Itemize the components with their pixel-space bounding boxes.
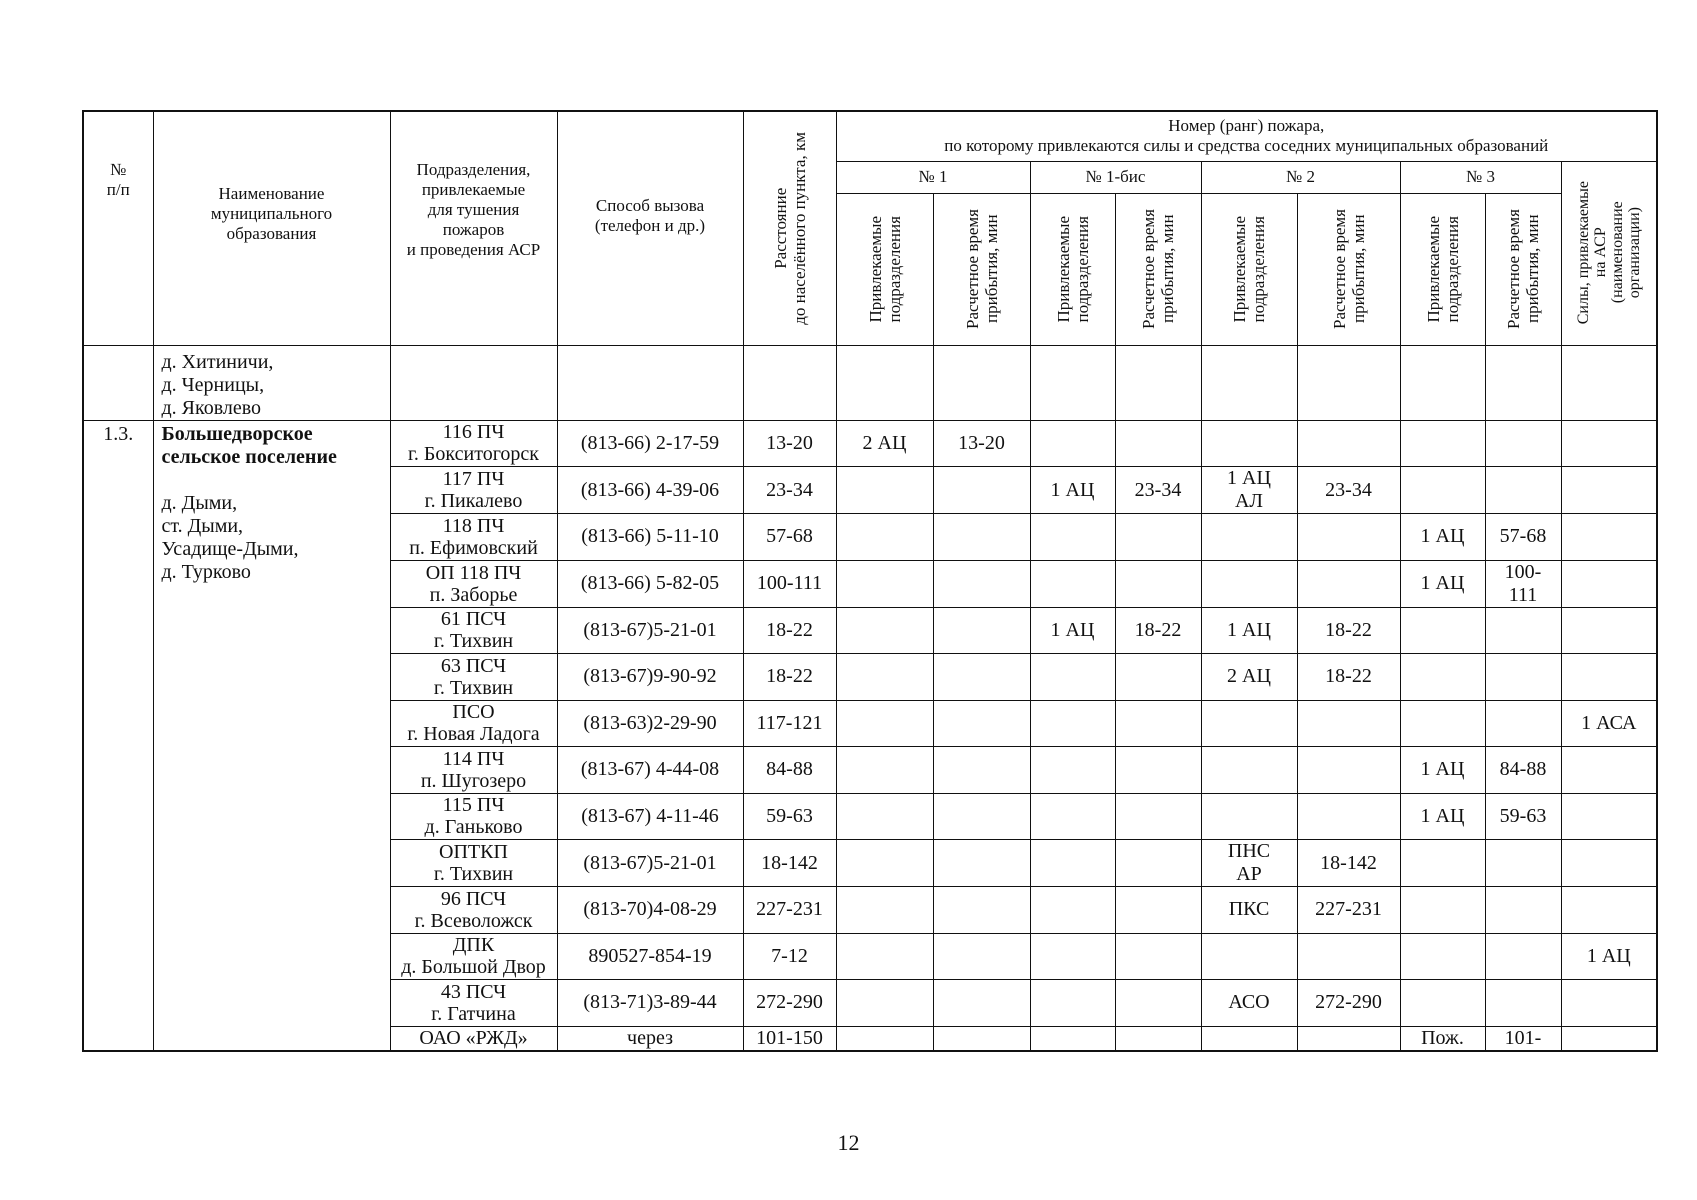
rank2-time-cell: 18-22 — [1297, 607, 1400, 654]
rank1bis-units-cell — [1030, 887, 1115, 934]
carry-over-empty — [1297, 345, 1400, 420]
rank3-time-cell — [1485, 700, 1561, 747]
phone-cell: (813-71)3-89-44 — [557, 980, 743, 1027]
rank2-time-cell — [1297, 933, 1400, 980]
rank3-units-cell: 1 АЦ — [1400, 514, 1485, 561]
table-row — [83, 420, 1657, 467]
rank2-time-cell — [1297, 514, 1400, 561]
rank2-time-cell: 23-34 — [1297, 467, 1400, 514]
rank2-units-cell — [1201, 1026, 1297, 1051]
rank2-units-cell — [1201, 933, 1297, 980]
rank2-time-cell: 227-231 — [1297, 887, 1400, 934]
rank2-time-cell — [1297, 700, 1400, 747]
distance-cell: 57-68 — [743, 514, 836, 561]
rank2-units-cell: 1 АЦ — [1201, 607, 1297, 654]
rank3-time-cell — [1485, 933, 1561, 980]
rank1-time-cell — [933, 560, 1030, 607]
rank1bis-time-cell — [1115, 747, 1201, 794]
rank1bis-units-cell — [1030, 840, 1115, 887]
phone-cell: 890527-854-19 — [557, 933, 743, 980]
rank1bis-units-cell — [1030, 1026, 1115, 1051]
rank1-time-cell — [933, 747, 1030, 794]
rank3-time-cell — [1485, 607, 1561, 654]
rank3-units-cell — [1400, 607, 1485, 654]
asr-forces-cell — [1561, 793, 1657, 840]
header-r1-units — [836, 193, 933, 345]
rank2-time-cell: 18-22 — [1297, 654, 1400, 701]
asr-forces-cell: 1 АСА — [1561, 700, 1657, 747]
asr-forces-cell — [1561, 840, 1657, 887]
rank1bis-time-cell: 18-22 — [1115, 607, 1201, 654]
unit-cell: 63 ПСЧ г. Тихвин — [390, 654, 557, 701]
header-r2-time — [1297, 193, 1400, 345]
rank2-units-cell — [1201, 700, 1297, 747]
rank1bis-units-cell: 1 АЦ — [1030, 467, 1115, 514]
rank2-units-cell: 2 АЦ — [1201, 654, 1297, 701]
unit-cell: 43 ПСЧ г. Гатчина — [390, 980, 557, 1027]
rank3-units-cell — [1400, 654, 1485, 701]
rank3-time-cell — [1485, 840, 1561, 887]
rank1-units-cell — [836, 747, 933, 794]
phone-cell: (813-66) 2-17-59 — [557, 420, 743, 467]
rank2-units-cell: ПНС АР — [1201, 840, 1297, 887]
carry-over-row — [83, 345, 1657, 420]
phone-cell: (813-66) 4-39-06 — [557, 467, 743, 514]
unit-cell: ОАО «РЖД» — [390, 1026, 557, 1051]
header-distance-cell — [743, 111, 836, 345]
rank3-units-cell — [1400, 933, 1485, 980]
rank1-time-cell — [933, 654, 1030, 701]
rank1-units-cell — [836, 933, 933, 980]
header-municipality: Наименование муниципального образования — [153, 111, 390, 345]
rank3-time-cell — [1485, 980, 1561, 1027]
rank2-units-cell — [1201, 514, 1297, 561]
phone-cell: (813-66) 5-82-05 — [557, 560, 743, 607]
rank1-units-cell — [836, 514, 933, 561]
distance-cell: 272-290 — [743, 980, 836, 1027]
rank1-units-cell — [836, 887, 933, 934]
rank1-time-cell — [933, 467, 1030, 514]
header-r2-units — [1201, 193, 1297, 345]
header-r1-time-text: Расчетное время прибытия, мин — [962, 209, 1001, 329]
header-rank-1bis: № 1-бис — [1030, 161, 1201, 193]
header-r1bis-time-text: Расчетное время прибытия, мин — [1139, 209, 1177, 329]
asr-forces-cell — [1561, 560, 1657, 607]
rank1bis-units-cell — [1030, 747, 1115, 794]
rank3-units-cell: 1 АЦ — [1400, 560, 1485, 607]
distance-cell: 101-150 — [743, 1026, 836, 1051]
rank1bis-time-cell — [1115, 933, 1201, 980]
header-rank-1: № 1 — [836, 161, 1030, 193]
carry-over-empty — [1115, 345, 1201, 420]
rank3-time-cell: 84-88 — [1485, 747, 1561, 794]
rank1-time-cell — [933, 607, 1030, 654]
unit-cell: ОП 118 ПЧ п. Заборье — [390, 560, 557, 607]
rank2-units-cell — [1201, 793, 1297, 840]
distance-cell: 59-63 — [743, 793, 836, 840]
rank1bis-units-cell — [1030, 514, 1115, 561]
distance-cell: 117-121 — [743, 700, 836, 747]
rank1bis-units-cell — [1030, 700, 1115, 747]
rank1-time-cell — [933, 793, 1030, 840]
rank1-units-cell — [836, 980, 933, 1027]
header-r1bis-units-text: Привлекаемые подразделения — [1053, 215, 1092, 323]
header-fire-rank: Номер (ранг) пожара, по которому привлекаются силы и средства соседних муниципальных образований — [836, 111, 1657, 161]
phone-cell: (813-66) 5-11-10 — [557, 514, 743, 561]
header-units: Подразделения, привлекаемые для тушения пожаров и проведения АСР — [390, 111, 557, 345]
rank1-time-cell — [933, 887, 1030, 934]
rank3-time-cell — [1485, 420, 1561, 467]
carry-over-empty — [743, 345, 836, 420]
rank3-units-cell — [1400, 420, 1485, 467]
rank2-time-cell — [1297, 793, 1400, 840]
rank3-time-cell: 100- 111 — [1485, 560, 1561, 607]
rank1bis-time-cell — [1115, 700, 1201, 747]
rank1bis-time-cell — [1115, 514, 1201, 561]
asr-forces-cell — [1561, 654, 1657, 701]
header-call-method: Способ вызова (телефон и др.) — [557, 111, 743, 345]
rank1bis-time-cell — [1115, 980, 1201, 1027]
unit-cell: 116 ПЧ г. Бокситогорск — [390, 420, 557, 467]
phone-cell: (813-67)5-21-01 — [557, 607, 743, 654]
header-r3-units — [1400, 193, 1485, 345]
unit-cell: 118 ПЧ п. Ефимовский — [390, 514, 557, 561]
rank3-time-cell: 59-63 — [1485, 793, 1561, 840]
carry-over-num — [83, 345, 153, 420]
rank1bis-units-cell — [1030, 980, 1115, 1027]
section-villages: д. Дыми, ст. Дыми, Усадище-Дыми, д. Турково — [161, 491, 299, 583]
header-rank-2: № 2 — [1201, 161, 1400, 193]
carry-over-empty — [836, 345, 933, 420]
header-r1bis-time — [1115, 193, 1201, 345]
rank3-units-cell — [1400, 467, 1485, 514]
rank3-time-cell — [1485, 887, 1561, 934]
unit-cell: 61 ПСЧ г. Тихвин — [390, 607, 557, 654]
distance-cell: 100-111 — [743, 560, 836, 607]
phone-cell: через — [557, 1026, 743, 1051]
rank3-units-cell: 1 АЦ — [1400, 747, 1485, 794]
header-r2-time-text: Расчетное время прибытия, мин — [1329, 209, 1368, 329]
rank1-units-cell — [836, 793, 933, 840]
rank1-units-cell — [836, 560, 933, 607]
distance-cell: 18-22 — [743, 607, 836, 654]
header-r3-units-text: Привлекаемые подразделения — [1423, 215, 1462, 323]
distance-cell: 227-231 — [743, 887, 836, 934]
rank3-time-cell — [1485, 467, 1561, 514]
header-r1bis-units — [1030, 193, 1115, 345]
rank1-time-cell — [933, 840, 1030, 887]
unit-cell: 114 ПЧ п. Шугозеро — [390, 747, 557, 794]
rank2-units-cell: ПКС — [1201, 887, 1297, 934]
rank1bis-units-cell — [1030, 420, 1115, 467]
unit-cell: ОПТКП г. Тихвин — [390, 840, 557, 887]
rank2-time-cell — [1297, 420, 1400, 467]
rank1bis-time-cell — [1115, 560, 1201, 607]
carry-over-empty — [1485, 345, 1561, 420]
rank1-units-cell: 2 АЦ — [836, 420, 933, 467]
rank3-units-cell: Пож. — [1400, 1026, 1485, 1051]
asr-forces-cell — [1561, 1026, 1657, 1051]
header-asr-forces: Силы, привлекаемые на АСР (наименование организации) — [1574, 181, 1643, 325]
section-municipality — [153, 420, 390, 1051]
rank3-units-cell — [1400, 840, 1485, 887]
rank3-units-cell — [1400, 700, 1485, 747]
rank1-units-cell — [836, 607, 933, 654]
header-r1-units-text: Привлекаемые подразделения — [865, 215, 904, 323]
rank1bis-units-cell — [1030, 793, 1115, 840]
unit-cell: ПСО г. Новая Ладога — [390, 700, 557, 747]
rank2-time-cell: 272-290 — [1297, 980, 1400, 1027]
rank1bis-units-cell: 1 АЦ — [1030, 607, 1115, 654]
rank2-units-cell — [1201, 560, 1297, 607]
asr-forces-cell — [1561, 467, 1657, 514]
asr-forces-cell — [1561, 514, 1657, 561]
rank1-time-cell — [933, 514, 1030, 561]
rank1bis-time-cell — [1115, 1026, 1201, 1051]
rank1bis-units-cell — [1030, 654, 1115, 701]
asr-forces-cell — [1561, 420, 1657, 467]
rank2-units-cell: 1 АЦ АЛ — [1201, 467, 1297, 514]
rank3-time-cell: 101- — [1485, 1026, 1561, 1051]
rank1-units-cell — [836, 654, 933, 701]
header-r1-time — [933, 193, 1030, 345]
unit-cell: 96 ПСЧ г. Всеволожск — [390, 887, 557, 934]
rank2-units-cell — [1201, 420, 1297, 467]
header-asr-forces-cell — [1561, 161, 1657, 345]
header-r2-units-text: Привлекаемые подразделения — [1230, 215, 1268, 323]
rank3-units-cell: 1 АЦ — [1400, 793, 1485, 840]
rank2-units-cell: АСО — [1201, 980, 1297, 1027]
distance-cell: 18-22 — [743, 654, 836, 701]
phone-cell: (813-70)4-08-29 — [557, 887, 743, 934]
carry-over-empty — [1201, 345, 1297, 420]
phone-cell: (813-67)9-90-92 — [557, 654, 743, 701]
header-r3-time — [1485, 193, 1561, 345]
unit-cell: 115 ПЧ д. Ганьково — [390, 793, 557, 840]
rank2-units-cell — [1201, 747, 1297, 794]
carry-over-empty — [390, 345, 557, 420]
section-number: 1.3. — [83, 420, 153, 1051]
asr-forces-cell — [1561, 980, 1657, 1027]
page-number: 12 — [837, 1130, 860, 1155]
phone-cell: (813-63)2-29-90 — [557, 700, 743, 747]
rank1bis-units-cell — [1030, 560, 1115, 607]
rank2-time-cell — [1297, 747, 1400, 794]
header-rank-3: № 3 — [1400, 161, 1561, 193]
rank1-time-cell — [933, 700, 1030, 747]
header-r3-time-text: Расчетное время прибытия, мин — [1504, 209, 1542, 329]
rank1-units-cell — [836, 1026, 933, 1051]
rank2-time-cell — [1297, 1026, 1400, 1051]
unit-cell: ДПК д. Большой Двор — [390, 933, 557, 980]
rank1-time-cell — [933, 933, 1030, 980]
distance-cell: 7-12 — [743, 933, 836, 980]
carry-over-empty — [557, 345, 743, 420]
rank1-units-cell — [836, 467, 933, 514]
rank1-time-cell — [933, 980, 1030, 1027]
rank3-time-cell — [1485, 654, 1561, 701]
distance-cell: 23-34 — [743, 467, 836, 514]
carry-over-villages: д. Хитиничи, д. Черницы, д. Яковлево — [153, 345, 390, 420]
rank3-units-cell — [1400, 980, 1485, 1027]
asr-forces-cell — [1561, 747, 1657, 794]
section-title: Большедворское сельское поселение — [161, 422, 337, 468]
phone-cell: (813-67)5-21-01 — [557, 840, 743, 887]
fire-units-table — [82, 110, 1658, 1052]
phone-cell: (813-67) 4-11-46 — [557, 793, 743, 840]
carry-over-empty — [1400, 345, 1485, 420]
rank2-time-cell: 18-142 — [1297, 840, 1400, 887]
distance-cell: 18-142 — [743, 840, 836, 887]
rank3-units-cell — [1400, 887, 1485, 934]
carry-over-empty — [1561, 345, 1657, 420]
rank1-time-cell: 13-20 — [933, 420, 1030, 467]
asr-forces-cell — [1561, 607, 1657, 654]
rank1bis-time-cell — [1115, 840, 1201, 887]
rank2-time-cell — [1297, 560, 1400, 607]
header-distance: Расстояние до населённого пункта, км — [770, 131, 809, 325]
rank1-units-cell — [836, 700, 933, 747]
rank1-time-cell — [933, 1026, 1030, 1051]
header-num: № п/п — [83, 111, 153, 345]
carry-over-empty — [933, 345, 1030, 420]
unit-cell: 117 ПЧ г. Пикалево — [390, 467, 557, 514]
asr-forces-cell: 1 АЦ — [1561, 933, 1657, 980]
rank1bis-time-cell — [1115, 654, 1201, 701]
rank1bis-units-cell — [1030, 933, 1115, 980]
rank1bis-time-cell: 23-34 — [1115, 467, 1201, 514]
rank1bis-time-cell — [1115, 887, 1201, 934]
distance-cell: 13-20 — [743, 420, 836, 467]
rank1-units-cell — [836, 840, 933, 887]
rank3-time-cell: 57-68 — [1485, 514, 1561, 561]
rank1bis-time-cell — [1115, 420, 1201, 467]
asr-forces-cell — [1561, 887, 1657, 934]
phone-cell: (813-67) 4-44-08 — [557, 747, 743, 794]
carry-over-empty — [1030, 345, 1115, 420]
distance-cell: 84-88 — [743, 747, 836, 794]
rank1bis-time-cell — [1115, 793, 1201, 840]
